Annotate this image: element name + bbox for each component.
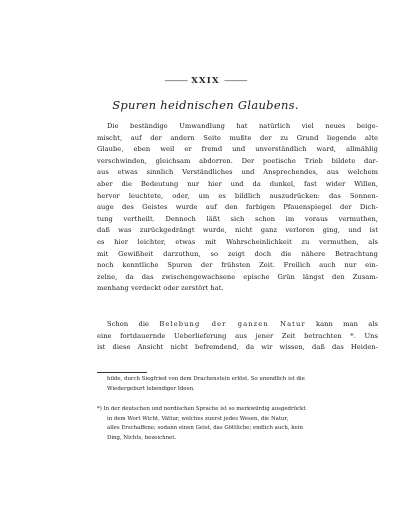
- text-line: menhang verdeckt oder zerstört hat.: [97, 284, 224, 293]
- text-line: [97, 319, 378, 331]
- text-line: auge des Geistes wurde auf den farbigen Pfauenspiegel der Dich-: [97, 203, 378, 212]
- section-heading: Spuren heidnischen Glaubens.: [112, 98, 299, 112]
- text-line: tung vertheilt. Dennoch läßt sich schon im voraus vermuthen,: [97, 214, 378, 223]
- text-line: Die beständige Umwandlung hat natürlich viel neues beige-: [107, 122, 378, 130]
- text-line: Glaube, eben weil er fremd und unverständlich ward, allmählig: [97, 145, 378, 154]
- paragraph-2: [97, 319, 378, 354]
- text-line: eine fortdauernde Ueberlieferung aus jener Zeit betrachten *. Uns: [97, 331, 378, 340]
- footnote-continuation: [97, 375, 388, 394]
- footnote-line: in dem Wort Wicht, Vättur, welches zuerst jedes Wesen, die Natur,: [107, 415, 289, 422]
- spaced-emphasis: Belebung der ganzen Natur: [159, 320, 306, 328]
- text-line: noch kenntliche Spuren der frühsten Zeit. Freilich auch nur ein-: [97, 261, 378, 270]
- text-line: hervor leuchtete, oder, um es bildlich auszudrücken: das Sonnen-: [97, 191, 378, 200]
- page-number-right-dash: ———: [223, 76, 247, 86]
- text-line: aus etwas sinnlich Verständliches und Ansprechendes, aus welchem: [97, 168, 378, 177]
- footnote-star: [97, 405, 378, 443]
- text-line: mischt, auf der andern Seite mußte der zu Grund liegende alte: [97, 133, 378, 142]
- text-line: daß was zurückgedrängt wurde, nicht ganz verloren ging, und ist: [97, 226, 378, 235]
- footnote-line: alles Erschaffene; sodann einen Geist, das Göttliche; endlich auch, kein: [107, 425, 303, 432]
- footnote-line: *) In der deutschen und nordischen Sprache ist so merkwürdig ausgedrückt: [97, 406, 306, 412]
- text-line: mit Gewißheit darzuthun, so zeigt doch die nähere Betrachtung: [97, 249, 378, 258]
- paragraph-1: [97, 121, 378, 295]
- footnote-line: hilde, durch Siegfried von dem Drachenstein erlöst. So unendlich ist die: [107, 376, 305, 382]
- text-line: ist diese Ansicht nicht befremdend, da wir wissen, daß das Heiden-: [97, 343, 378, 352]
- footnote-rule: [97, 372, 147, 373]
- page-number: [0, 76, 411, 86]
- text-line: zelne, da das zwischengewachsene epische Grün längst den Zusam-: [97, 272, 378, 281]
- text-line: verschwinden, gleichsam abdorren. Der poetische Trieb bildete dar-: [97, 156, 378, 165]
- paragraph-2-start: Schon die: [107, 320, 160, 328]
- page-number-left-dash: ———: [164, 76, 188, 86]
- footnote-line: Ding, Nichts, bezeichnet.: [107, 434, 177, 441]
- text-line: es hier leichter, etwas mit Wahrscheinlichkeit zu vermuthen, als: [97, 237, 378, 246]
- page-number-text: XXIX: [191, 76, 220, 86]
- footnote-line: Wiedergeburt lebendiger Ideen.: [107, 385, 195, 392]
- paragraph-2-rest: kann man als: [305, 320, 378, 328]
- text-line: aber die Bedeutung nur hier und da dunkel, fast wider Willen,: [97, 179, 378, 188]
